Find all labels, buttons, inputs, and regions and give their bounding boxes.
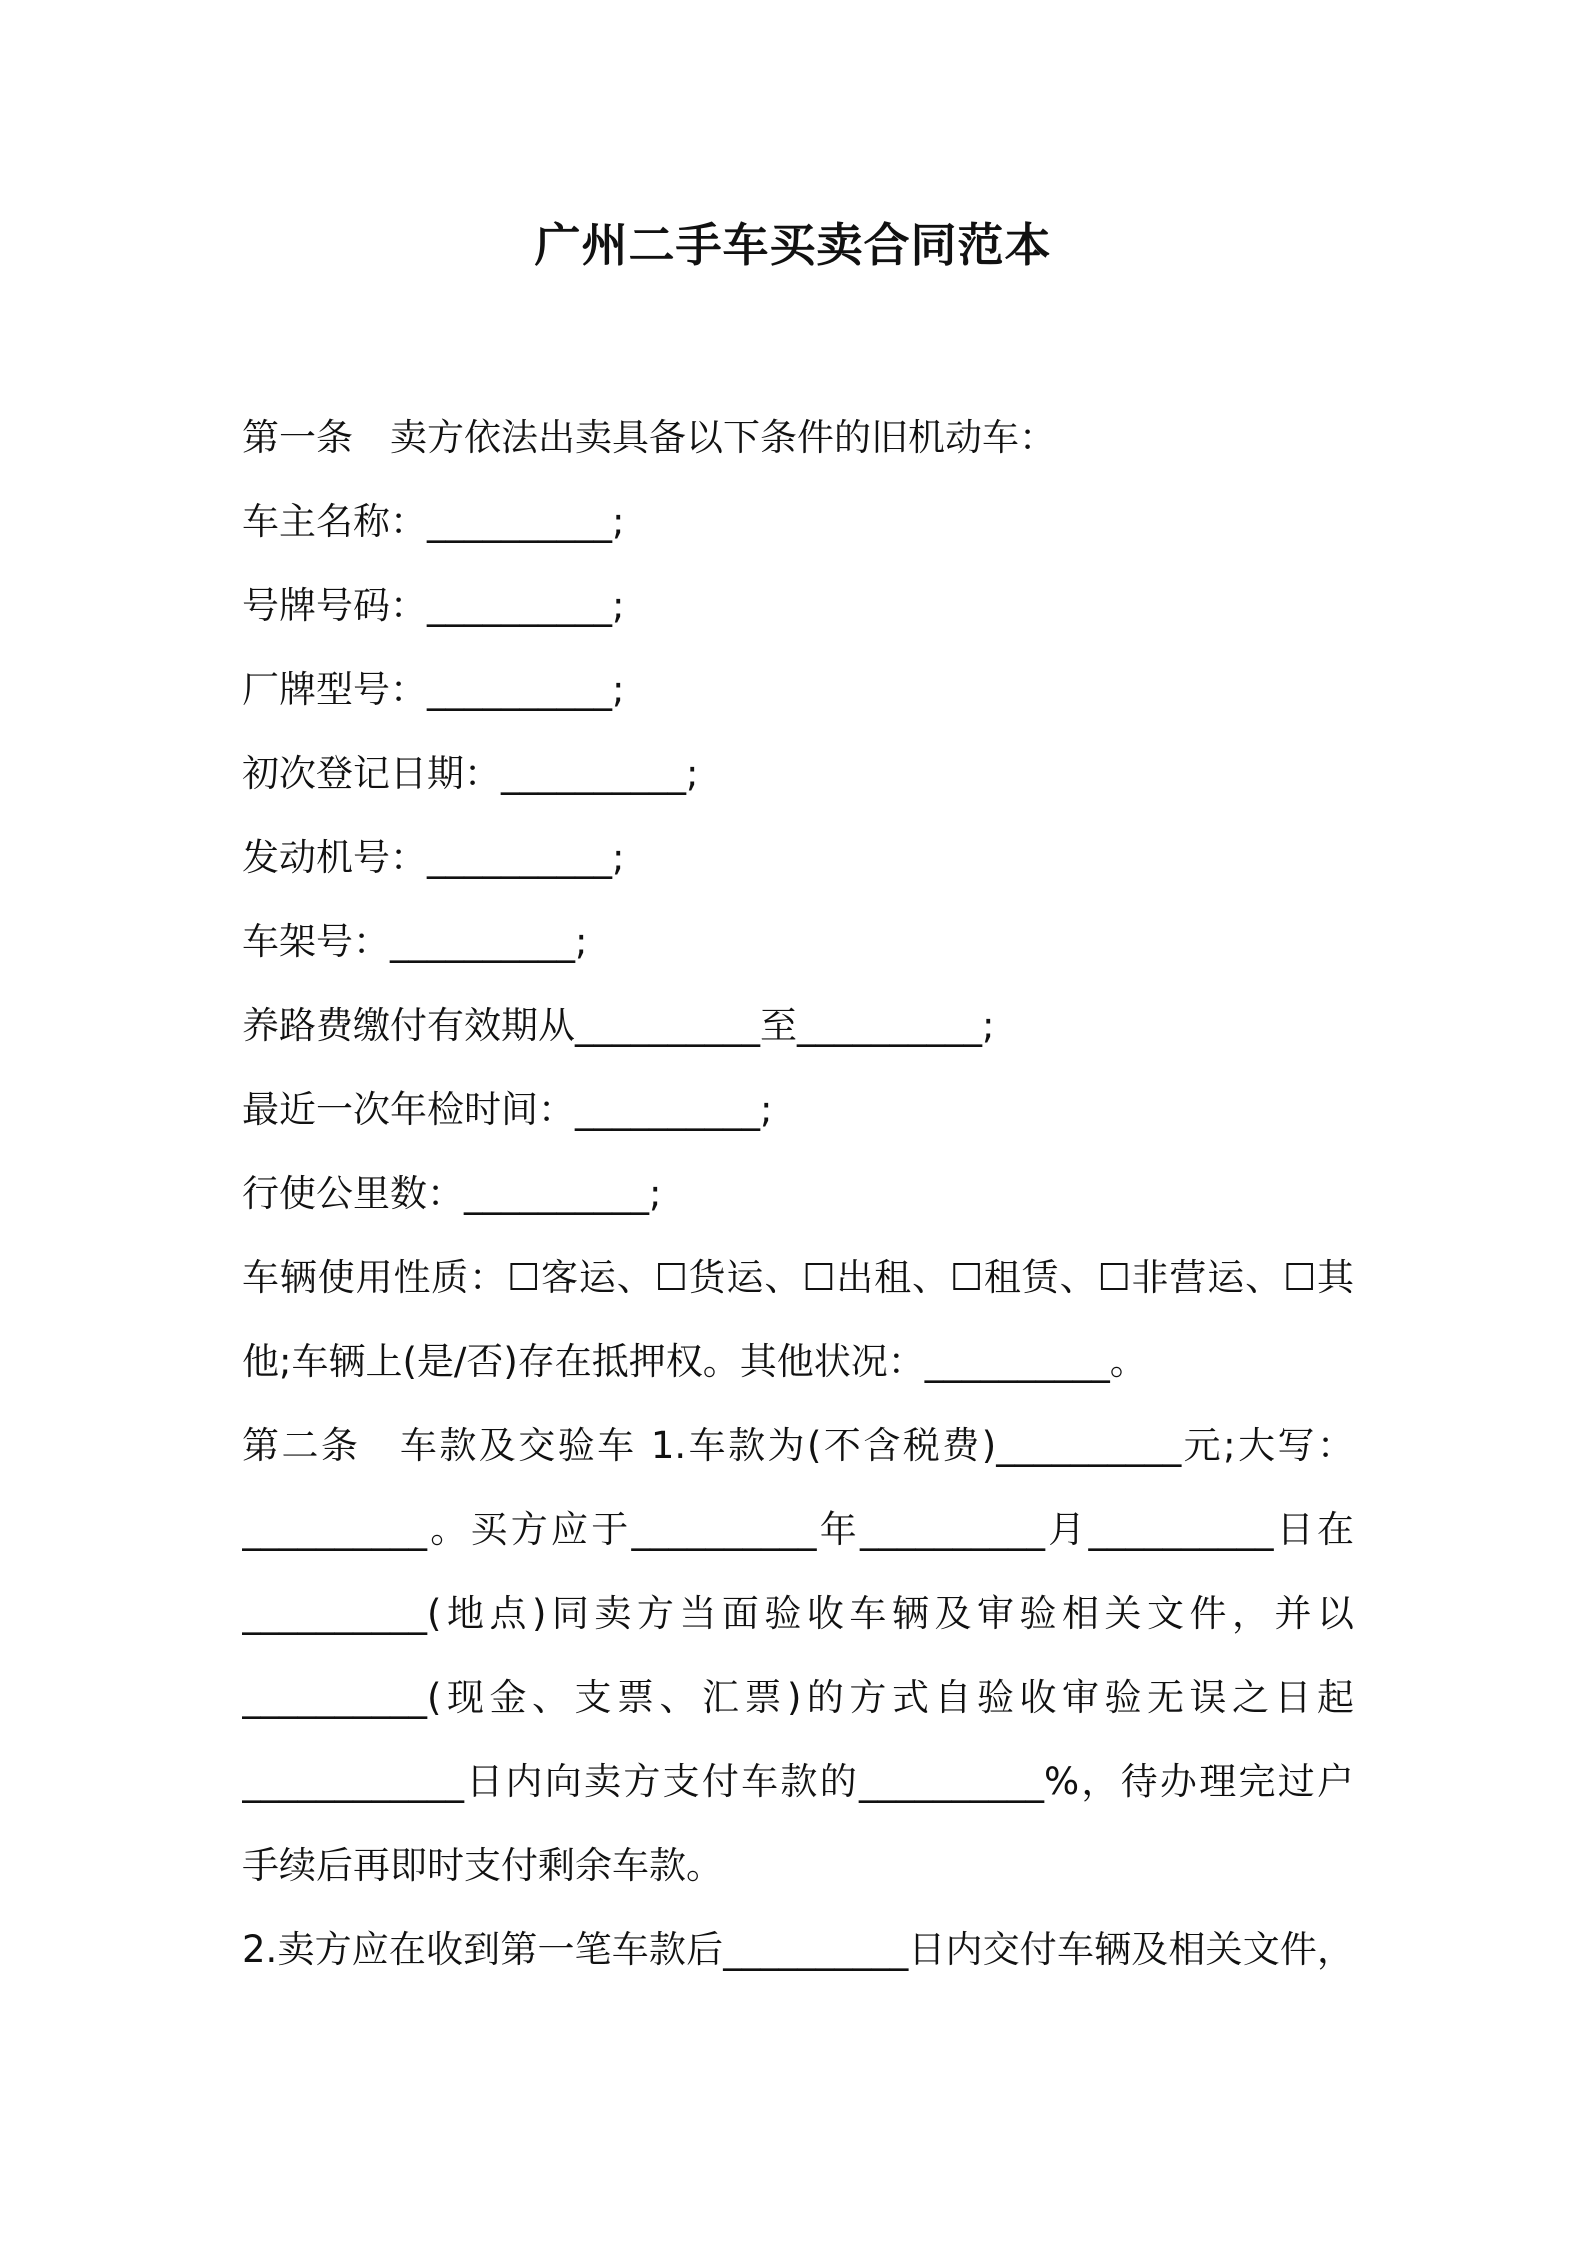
- vehicle-usage-line: 车辆使用性质：☐客运、☐货运、☐出租、☐租赁、☐非营运、☐其: [242, 1256, 1354, 1299]
- clause-2-line: 2.卖方应在收到第一笔车款后__________日内交付车辆及相关文件，: [242, 1928, 1354, 1971]
- document-title: 广州二手车买卖合同范本: [534, 218, 1052, 272]
- brand-model-line: 厂牌型号：__________;: [242, 668, 625, 711]
- article-2-text-line: __________(地点)同卖方当面验收车辆及审验相关文件，并以: [242, 1592, 1354, 1635]
- contract-body: [242, 408, 1354, 2004]
- road-fee-validity-line: 养路费缴付有效期从__________至__________;: [242, 1004, 995, 1047]
- last-inspection-line: 最近一次年检时间：__________;: [242, 1088, 773, 1131]
- article-2-heading: 第二条 车款及交验车 1.车款为(不含税费)__________元;大写：: [242, 1424, 1354, 1467]
- mortgage-status-line: 他;车辆上(是/否)存在抵押权。其他状况：__________。: [242, 1340, 1147, 1383]
- frame-number-line: 车架号：__________;: [242, 920, 588, 963]
- article-2-text-line: __________(现金、支票、汇票)的方式自验收审验无误之日起: [242, 1676, 1354, 1719]
- owner-name-line: 车主名称：__________;: [242, 500, 625, 543]
- mileage-line: 行使公里数：__________;: [242, 1172, 662, 1215]
- article-2-text-line: 手续后再即时支付剩余车款。: [242, 1844, 723, 1887]
- plate-number-line: 号牌号码：__________;: [242, 584, 625, 627]
- article-2-text-line: __________。买方应于__________年__________月__________日在: [242, 1508, 1354, 1551]
- article-2-text-line: ____________日内向卖方支付车款的__________%，待办理完过户: [242, 1760, 1354, 1803]
- article-1-heading: 第一条 卖方依法出卖具备以下条件的旧机动车：: [242, 416, 1056, 459]
- first-registration-date-line: 初次登记日期：__________;: [242, 752, 699, 795]
- engine-number-line: 发动机号：__________;: [242, 836, 625, 879]
